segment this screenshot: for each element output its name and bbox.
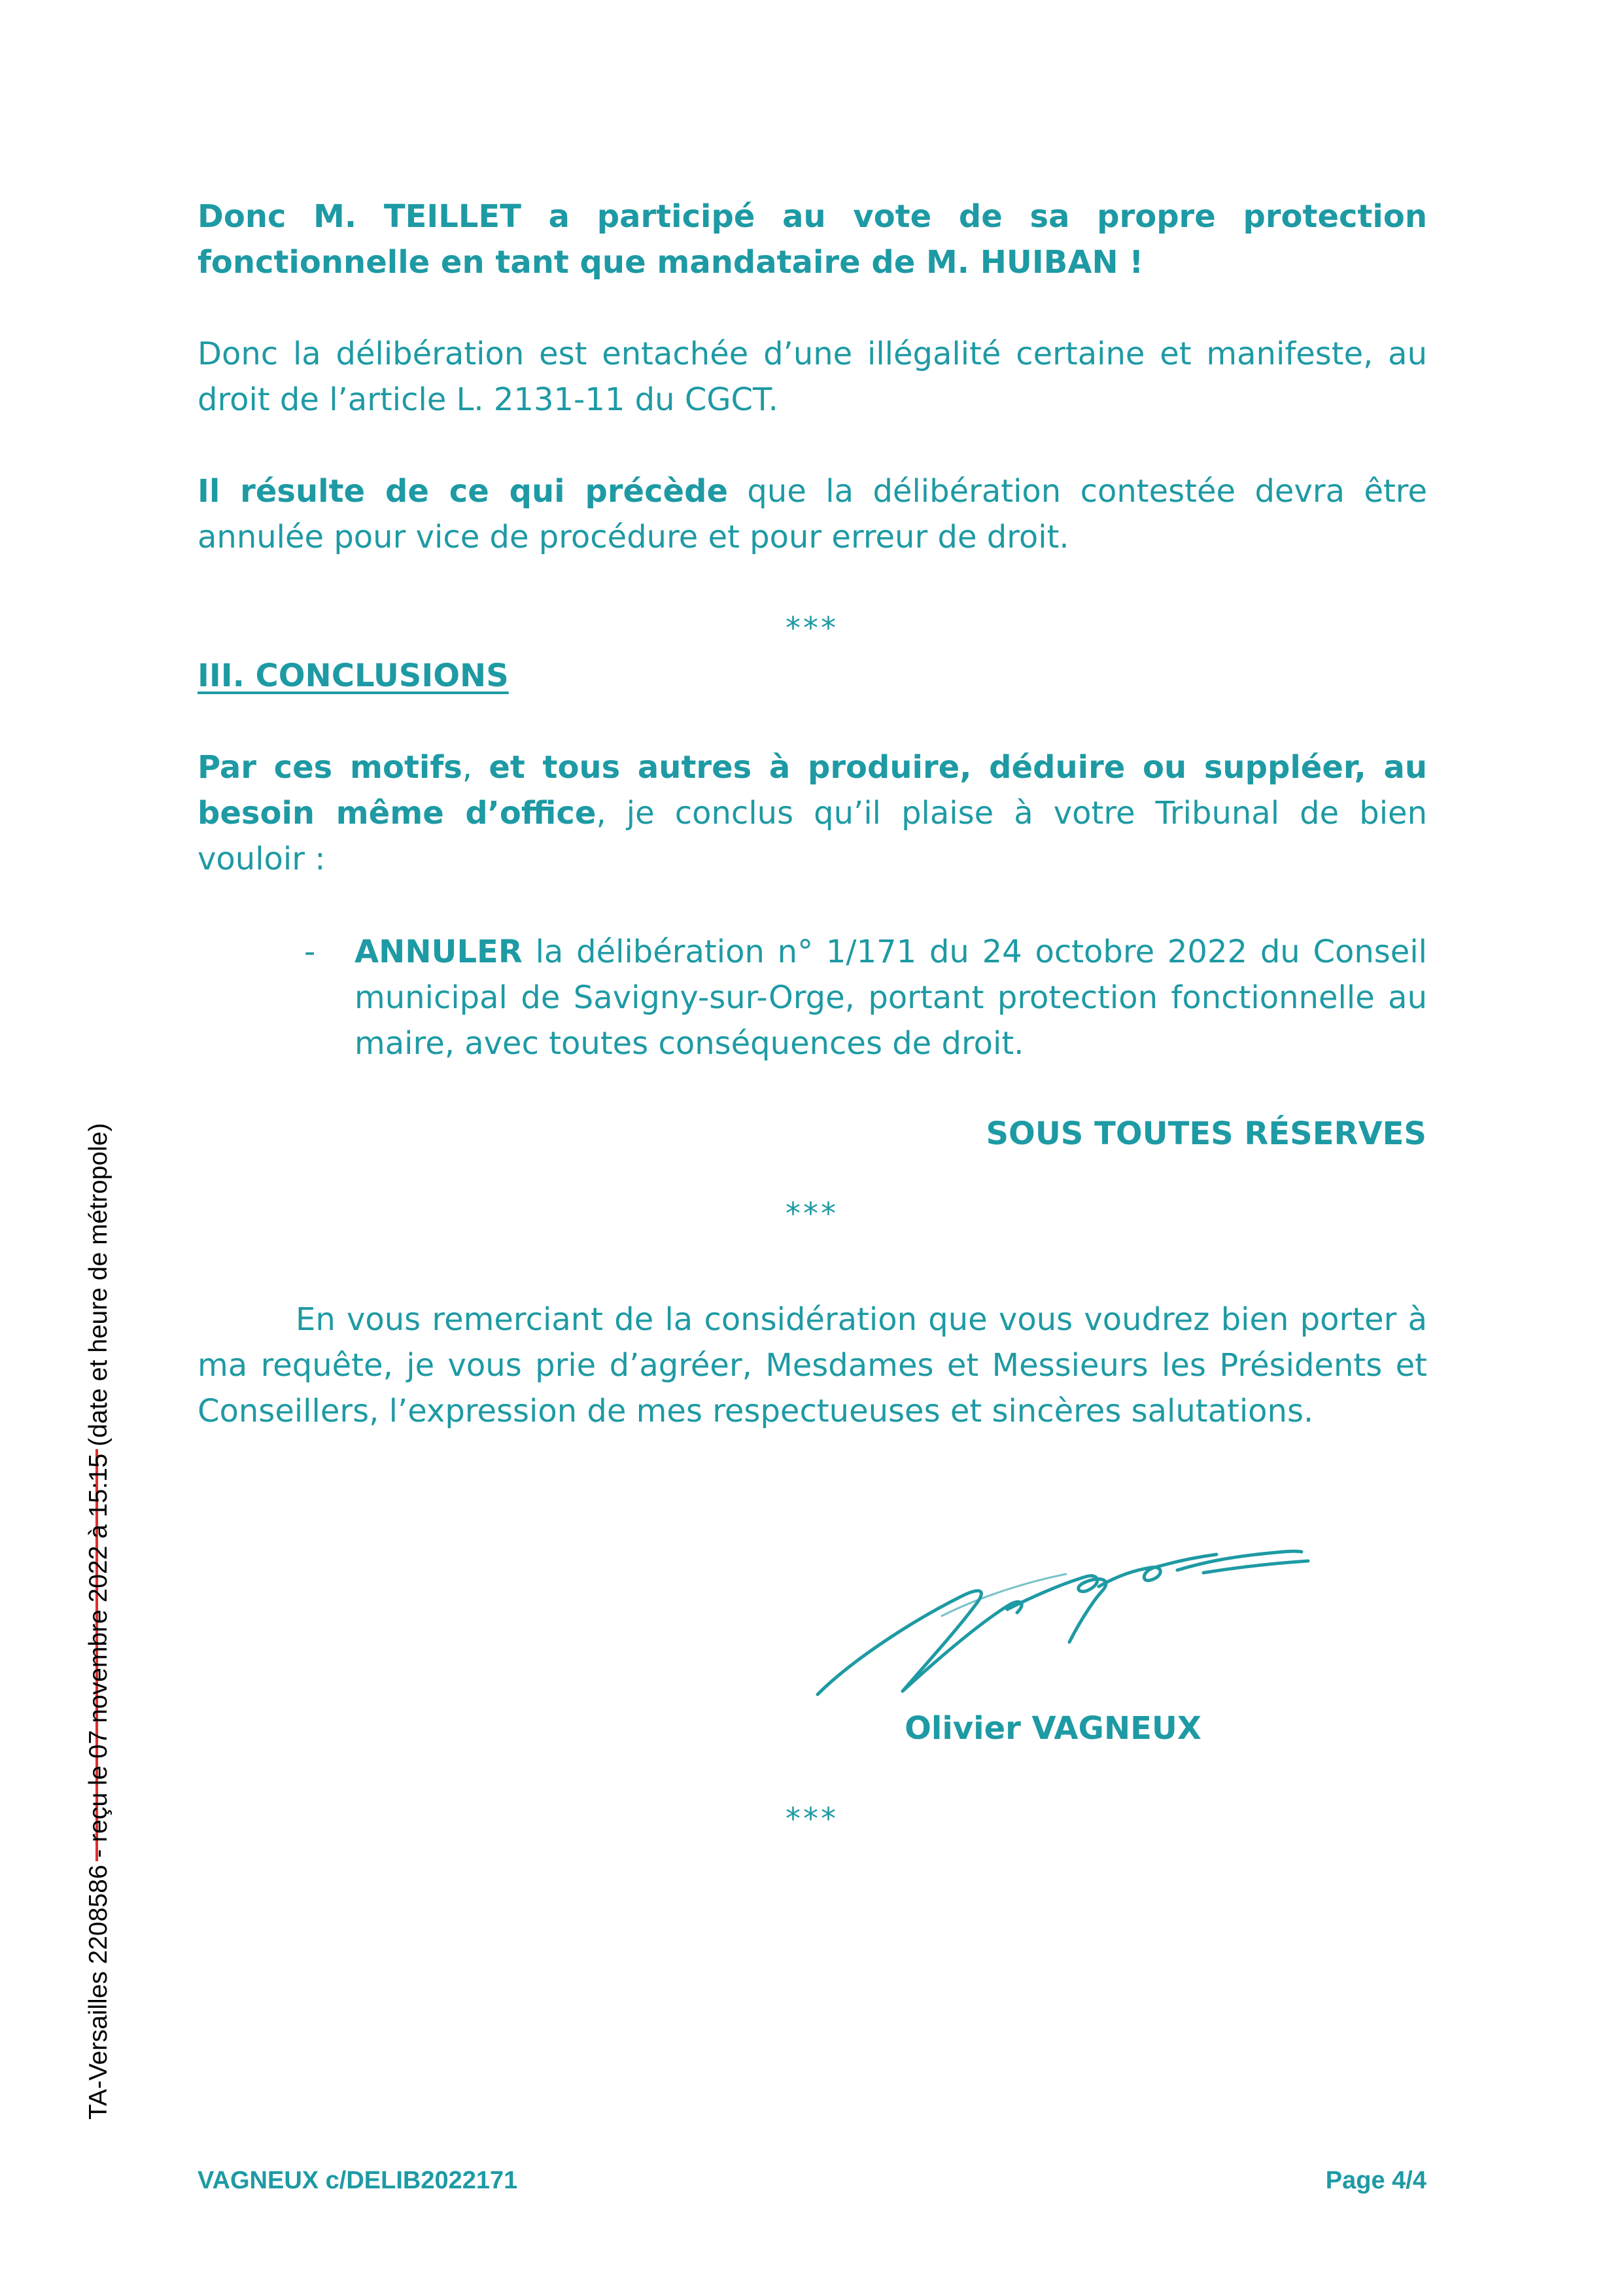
sous-toutes-reserves: SOUS TOUTES RÉSERVES [986, 1115, 1426, 1152]
paragraph-motifs-bold-1: Par ces motifs [198, 749, 462, 786]
paragraph-motifs-text-1: , [462, 749, 489, 786]
separator-stars: *** [786, 610, 838, 646]
tribunal-reception-stamp-text: TA-Versailles 2208586 - reçu le 07 novembre 2022 à 15:15 (date et heure de métropole) [84, 1123, 112, 2120]
bullet-annuler-text: la délibération n° 1/171 du 24 octobre 2022 du Conseil municipal de Savigny-sur-Orge, portant protection fonctionnelle au maire, avec toutes conséquences de droit. [354, 934, 1427, 1062]
paragraph-teillet-vote-text: Donc M. TEILLET a participé au vote de sa propre protection fonctionnelle en tant que mandataire de M. HUIBAN ! [198, 198, 1427, 281]
tribunal-reception-stamp [58, 1099, 110, 2120]
paragraph-motifs [198, 745, 1427, 882]
signer-name: Olivier VAGNEUX [905, 1710, 1201, 1747]
paragraph-resulte-bold: Il résulte de ce qui précède [198, 473, 729, 510]
separator-stars: *** [786, 1801, 838, 1836]
section-heading-conclusions: III. CONCLUSIONS [198, 657, 509, 694]
paragraph-illegalite [198, 331, 1427, 423]
footer-reference: VAGNEUX c/DELIB2022171 [198, 2167, 518, 2194]
footer-page-number: Page 4/4 [1325, 2167, 1426, 2194]
paragraph-closing-text: En vous remerciant de la considération que vous voudrez bien porter à ma requête, je vous prie d’agréer, Mesdames et Messieurs les Présidents et Conseillers, l’expression de mes respectueuses et sincères salutations. [198, 1301, 1427, 1429]
handwritten-signature [811, 1544, 1315, 1701]
bullet-annuler [354, 929, 1427, 1066]
paragraph-resulte [198, 468, 1427, 560]
paragraph-teillet-vote [198, 194, 1427, 285]
paragraph-closing [198, 1297, 1427, 1434]
paragraph-motifs-text-2: , je conclus qu’il plaise à votre Tribunal de bien vouloir : [198, 795, 1427, 877]
paragraph-illegalite-text: Donc la délibération est entachée d’une illégalité certaine et manifeste, au droit de l’article L. 2131-11 du CGCT. [198, 336, 1427, 418]
separator-stars: *** [786, 1196, 838, 1231]
paragraph-motifs-bold-2: et tous autres à produire, déduire ou suppléer, au besoin même d’office [198, 749, 1428, 832]
bullet-annuler-bold: ANNULER [354, 934, 523, 970]
paragraph-resulte-text: que la délibération contestée devra être annulée pour vice de procédure et pour erreur de droit. [198, 473, 1428, 555]
bullet-dash: - [304, 934, 316, 970]
